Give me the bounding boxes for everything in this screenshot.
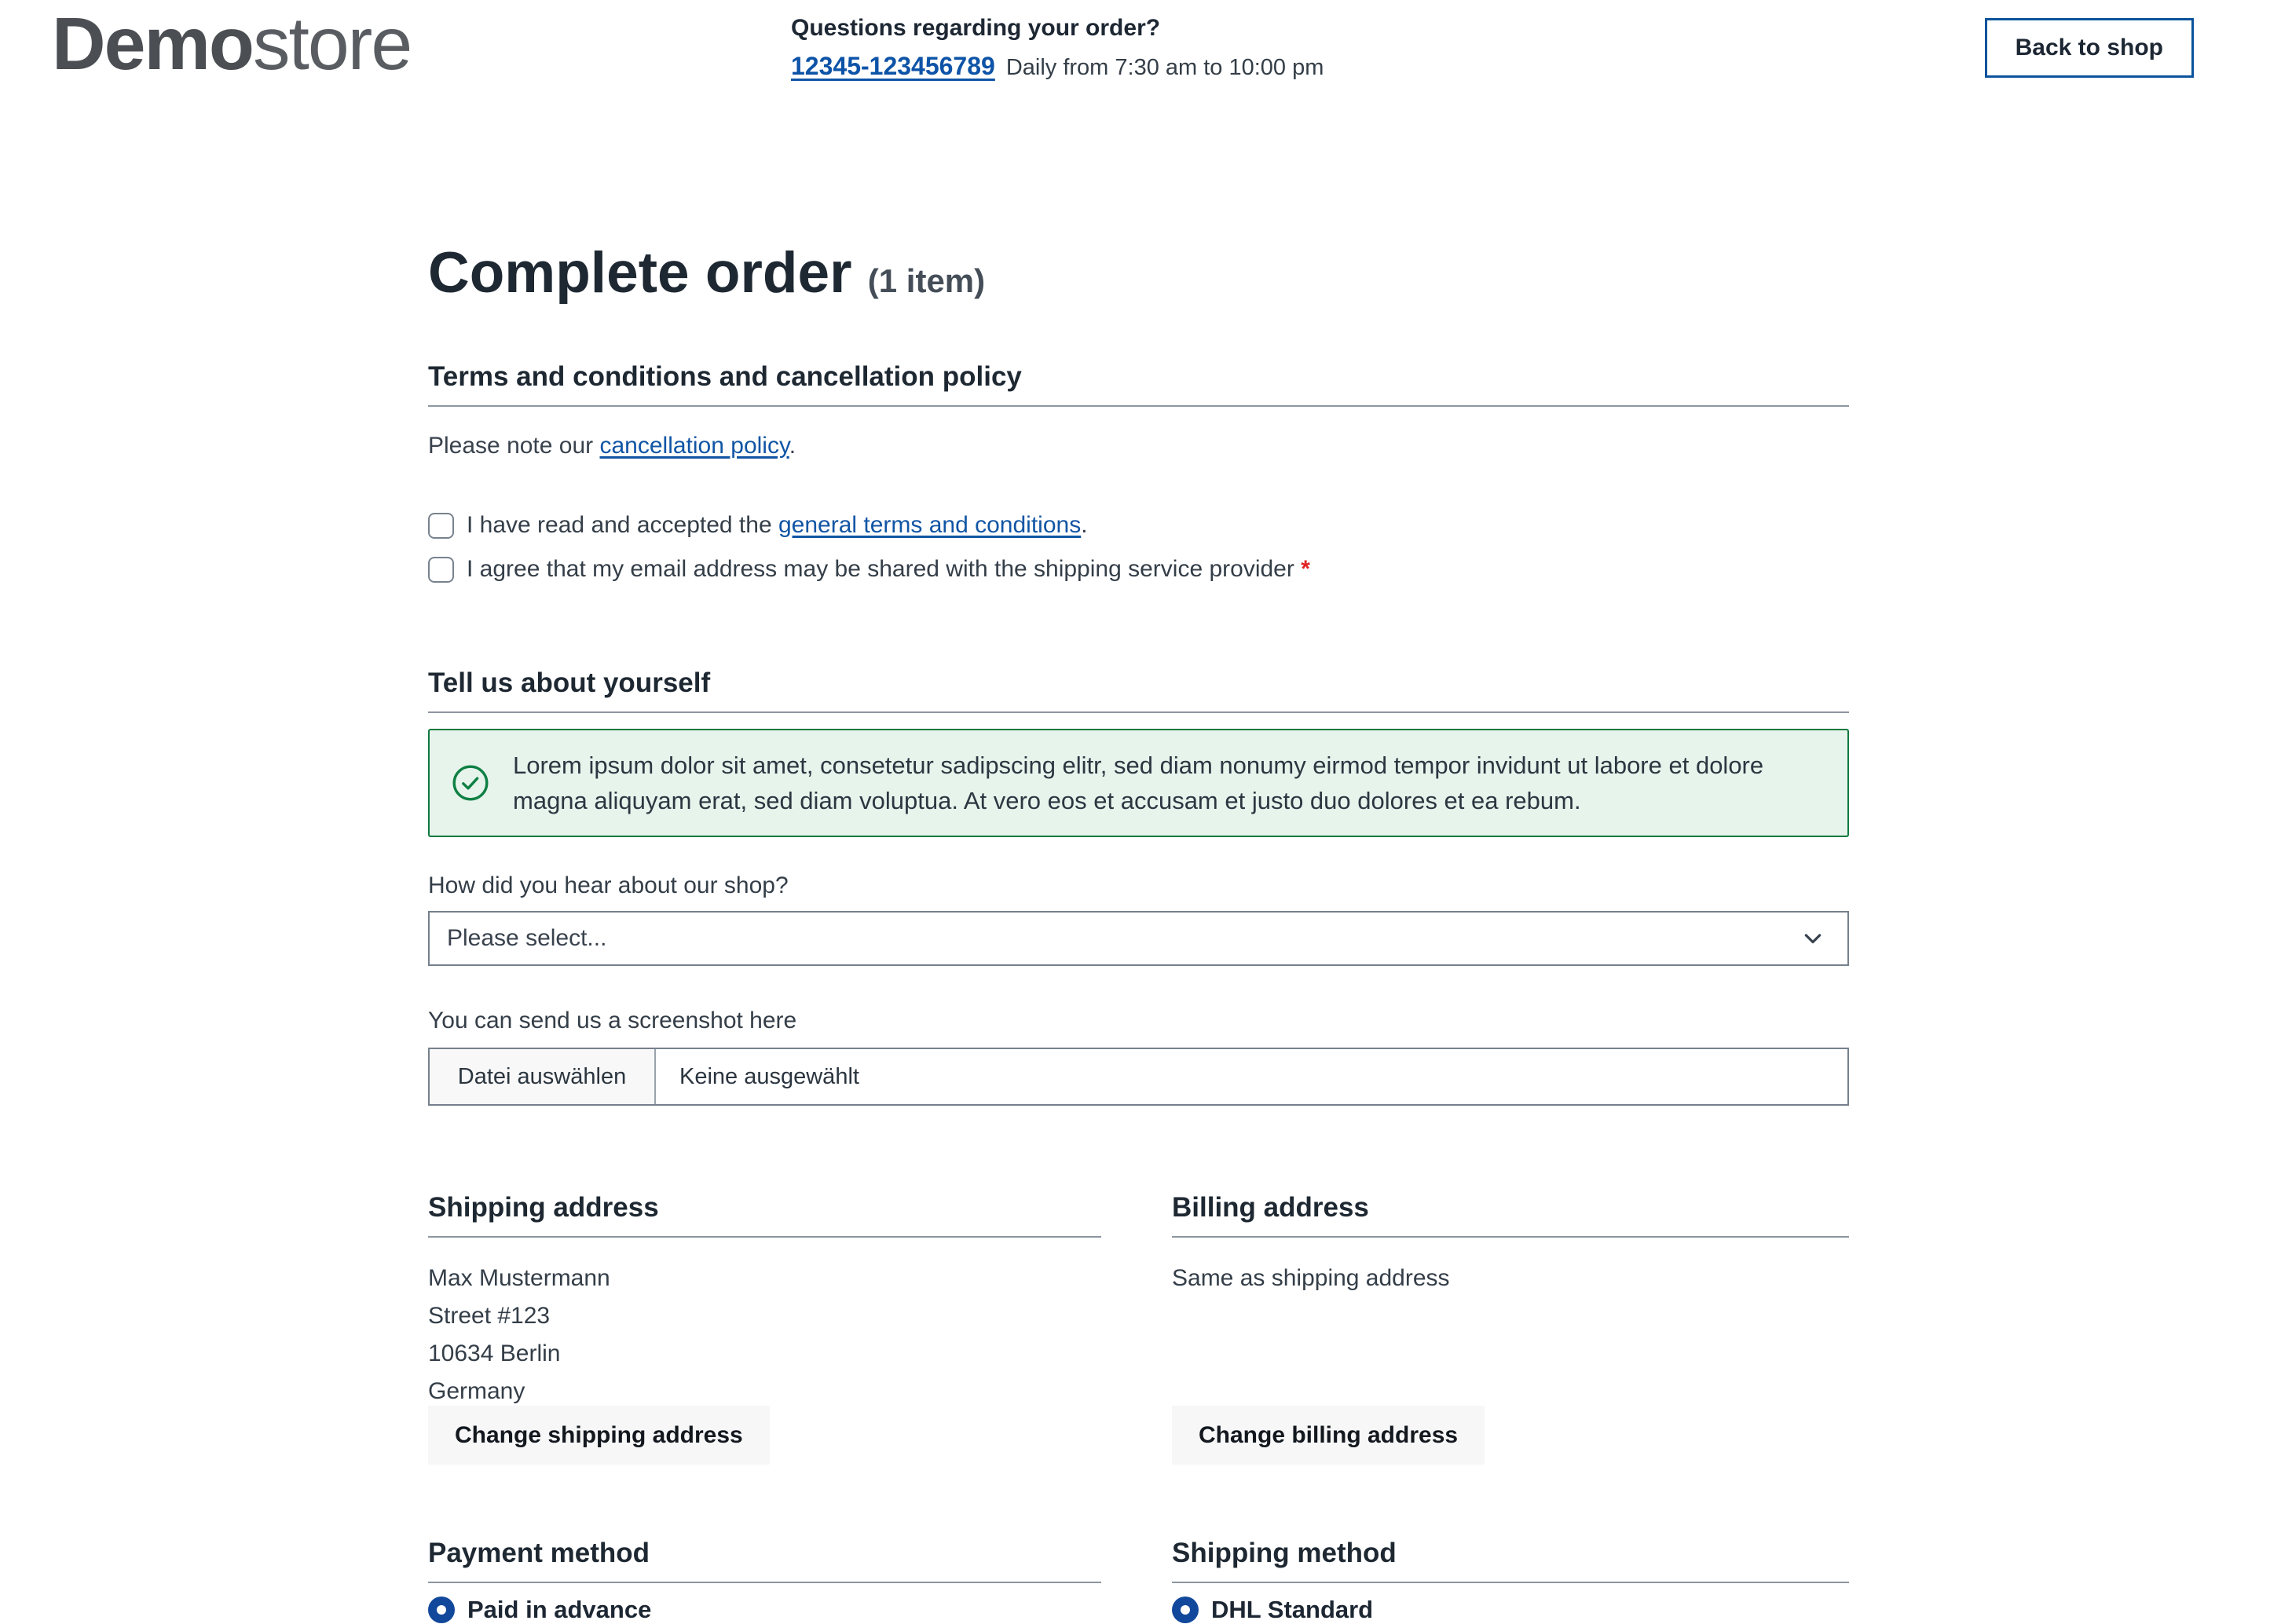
required-asterisk: * bbox=[1301, 556, 1310, 582]
alert-text: Lorem ipsum dolor sit amet, consetetur sadipscing elitr, sed diam nonumy eirmod tempor invidunt ut labore et dolore magna aliquyam erat, sed diam voluptua. At vero eos et accusam et justo duo dolores et ea rebum. bbox=[513, 752, 1764, 814]
screenshot-file-input[interactable] bbox=[428, 1048, 1849, 1106]
tos-checkbox-label bbox=[467, 510, 1088, 540]
shipping-address-city: 10634 Berlin bbox=[428, 1341, 561, 1366]
shipping-option-row bbox=[1172, 1596, 1849, 1624]
contact-hours: Daily from 7:30 am to 10:00 pm bbox=[1005, 55, 1324, 80]
back-to-shop-button[interactable]: Back to shop bbox=[1985, 18, 2194, 78]
logo-text-bold: Demo bbox=[52, 2, 253, 86]
chevron-down-icon bbox=[1800, 926, 1825, 951]
referral-label: How did you hear about our shop? bbox=[428, 872, 789, 898]
payment-method-column bbox=[428, 1538, 1101, 1624]
referral-select[interactable] bbox=[428, 911, 1849, 966]
contact-question: Questions regarding your order? bbox=[791, 15, 1161, 41]
shipping-option-label: DHL Standard bbox=[1211, 1596, 1374, 1623]
shipping-radio-selected[interactable] bbox=[1172, 1597, 1199, 1623]
email-share-label-text: I agree that my email address may be shared with the shipping service provider bbox=[467, 556, 1302, 582]
header bbox=[0, 0, 2292, 110]
success-alert bbox=[428, 729, 1849, 837]
shipping-method-column bbox=[1172, 1538, 1849, 1624]
billing-address-text: Same as shipping address bbox=[1172, 1265, 1450, 1291]
screenshot-label: You can send us a screenshot here bbox=[428, 1008, 797, 1033]
about-divider bbox=[428, 711, 1849, 713]
payment-method-heading: Payment method bbox=[428, 1538, 650, 1568]
payment-method-divider bbox=[428, 1582, 1101, 1583]
shipping-method-heading: Shipping method bbox=[1172, 1538, 1397, 1568]
contact-hours-line bbox=[791, 52, 1324, 82]
shipping-address-column bbox=[428, 1192, 1101, 1469]
change-billing-address-button[interactable]: Change billing address bbox=[1172, 1406, 1485, 1465]
billing-address-heading: Billing address bbox=[1172, 1192, 1369, 1223]
terms-checkbox-group bbox=[428, 510, 1849, 584]
file-choose-button[interactable]: Datei auswählen bbox=[430, 1049, 656, 1104]
payment-option-label: Paid in advance bbox=[467, 1596, 652, 1623]
shipping-address-street: Street #123 bbox=[428, 1303, 551, 1329]
main-content bbox=[428, 242, 1849, 1624]
tos-checkbox-row bbox=[428, 510, 1849, 540]
phone-link[interactable]: 12345-123456789 bbox=[791, 52, 995, 80]
page-title-text: Complete order bbox=[428, 241, 852, 305]
page-title bbox=[428, 242, 1849, 313]
store-logo[interactable] bbox=[52, 2, 412, 86]
referral-select-value: Please select... bbox=[447, 925, 607, 951]
email-share-checkbox-label bbox=[467, 554, 1310, 584]
logo-text-light: store bbox=[252, 2, 412, 86]
cancellation-note-prefix: Please note our bbox=[428, 433, 600, 459]
shipping-address-name: Max Mustermann bbox=[428, 1265, 610, 1291]
billing-address-divider bbox=[1172, 1236, 1849, 1238]
file-status-text: Keine ausgewählt bbox=[679, 1063, 859, 1089]
shipping-address-divider bbox=[428, 1236, 1101, 1238]
item-count: (1 item) bbox=[867, 262, 986, 299]
terms-divider bbox=[428, 405, 1849, 407]
shipping-address-lines bbox=[428, 1260, 1101, 1410]
about-heading: Tell us about yourself bbox=[428, 668, 711, 698]
method-section bbox=[428, 1538, 1849, 1624]
payment-option-row bbox=[428, 1596, 1101, 1624]
billing-address-column bbox=[1172, 1192, 1849, 1469]
header-contact-block bbox=[791, 14, 1324, 82]
tos-label-prefix: I have read and accepted the bbox=[467, 512, 778, 538]
cancellation-note bbox=[428, 430, 1849, 462]
address-section bbox=[428, 1192, 1849, 1469]
shipping-address-heading: Shipping address bbox=[428, 1192, 659, 1223]
check-circle-icon bbox=[452, 764, 489, 802]
general-terms-link[interactable]: general terms and conditions bbox=[778, 512, 1082, 538]
tos-checkbox[interactable] bbox=[428, 513, 454, 539]
payment-radio-selected[interactable] bbox=[428, 1597, 455, 1623]
cancellation-note-suffix: . bbox=[789, 433, 796, 459]
change-shipping-address-button[interactable]: Change shipping address bbox=[428, 1406, 770, 1465]
shipping-address-country: Germany bbox=[428, 1378, 525, 1404]
email-share-checkbox-row bbox=[428, 554, 1849, 584]
terms-heading: Terms and conditions and cancellation policy bbox=[428, 361, 1022, 392]
tos-label-suffix: . bbox=[1081, 512, 1088, 538]
cancellation-policy-link[interactable]: cancellation policy bbox=[599, 433, 789, 459]
email-share-checkbox[interactable] bbox=[428, 557, 454, 583]
shipping-method-divider bbox=[1172, 1582, 1849, 1583]
